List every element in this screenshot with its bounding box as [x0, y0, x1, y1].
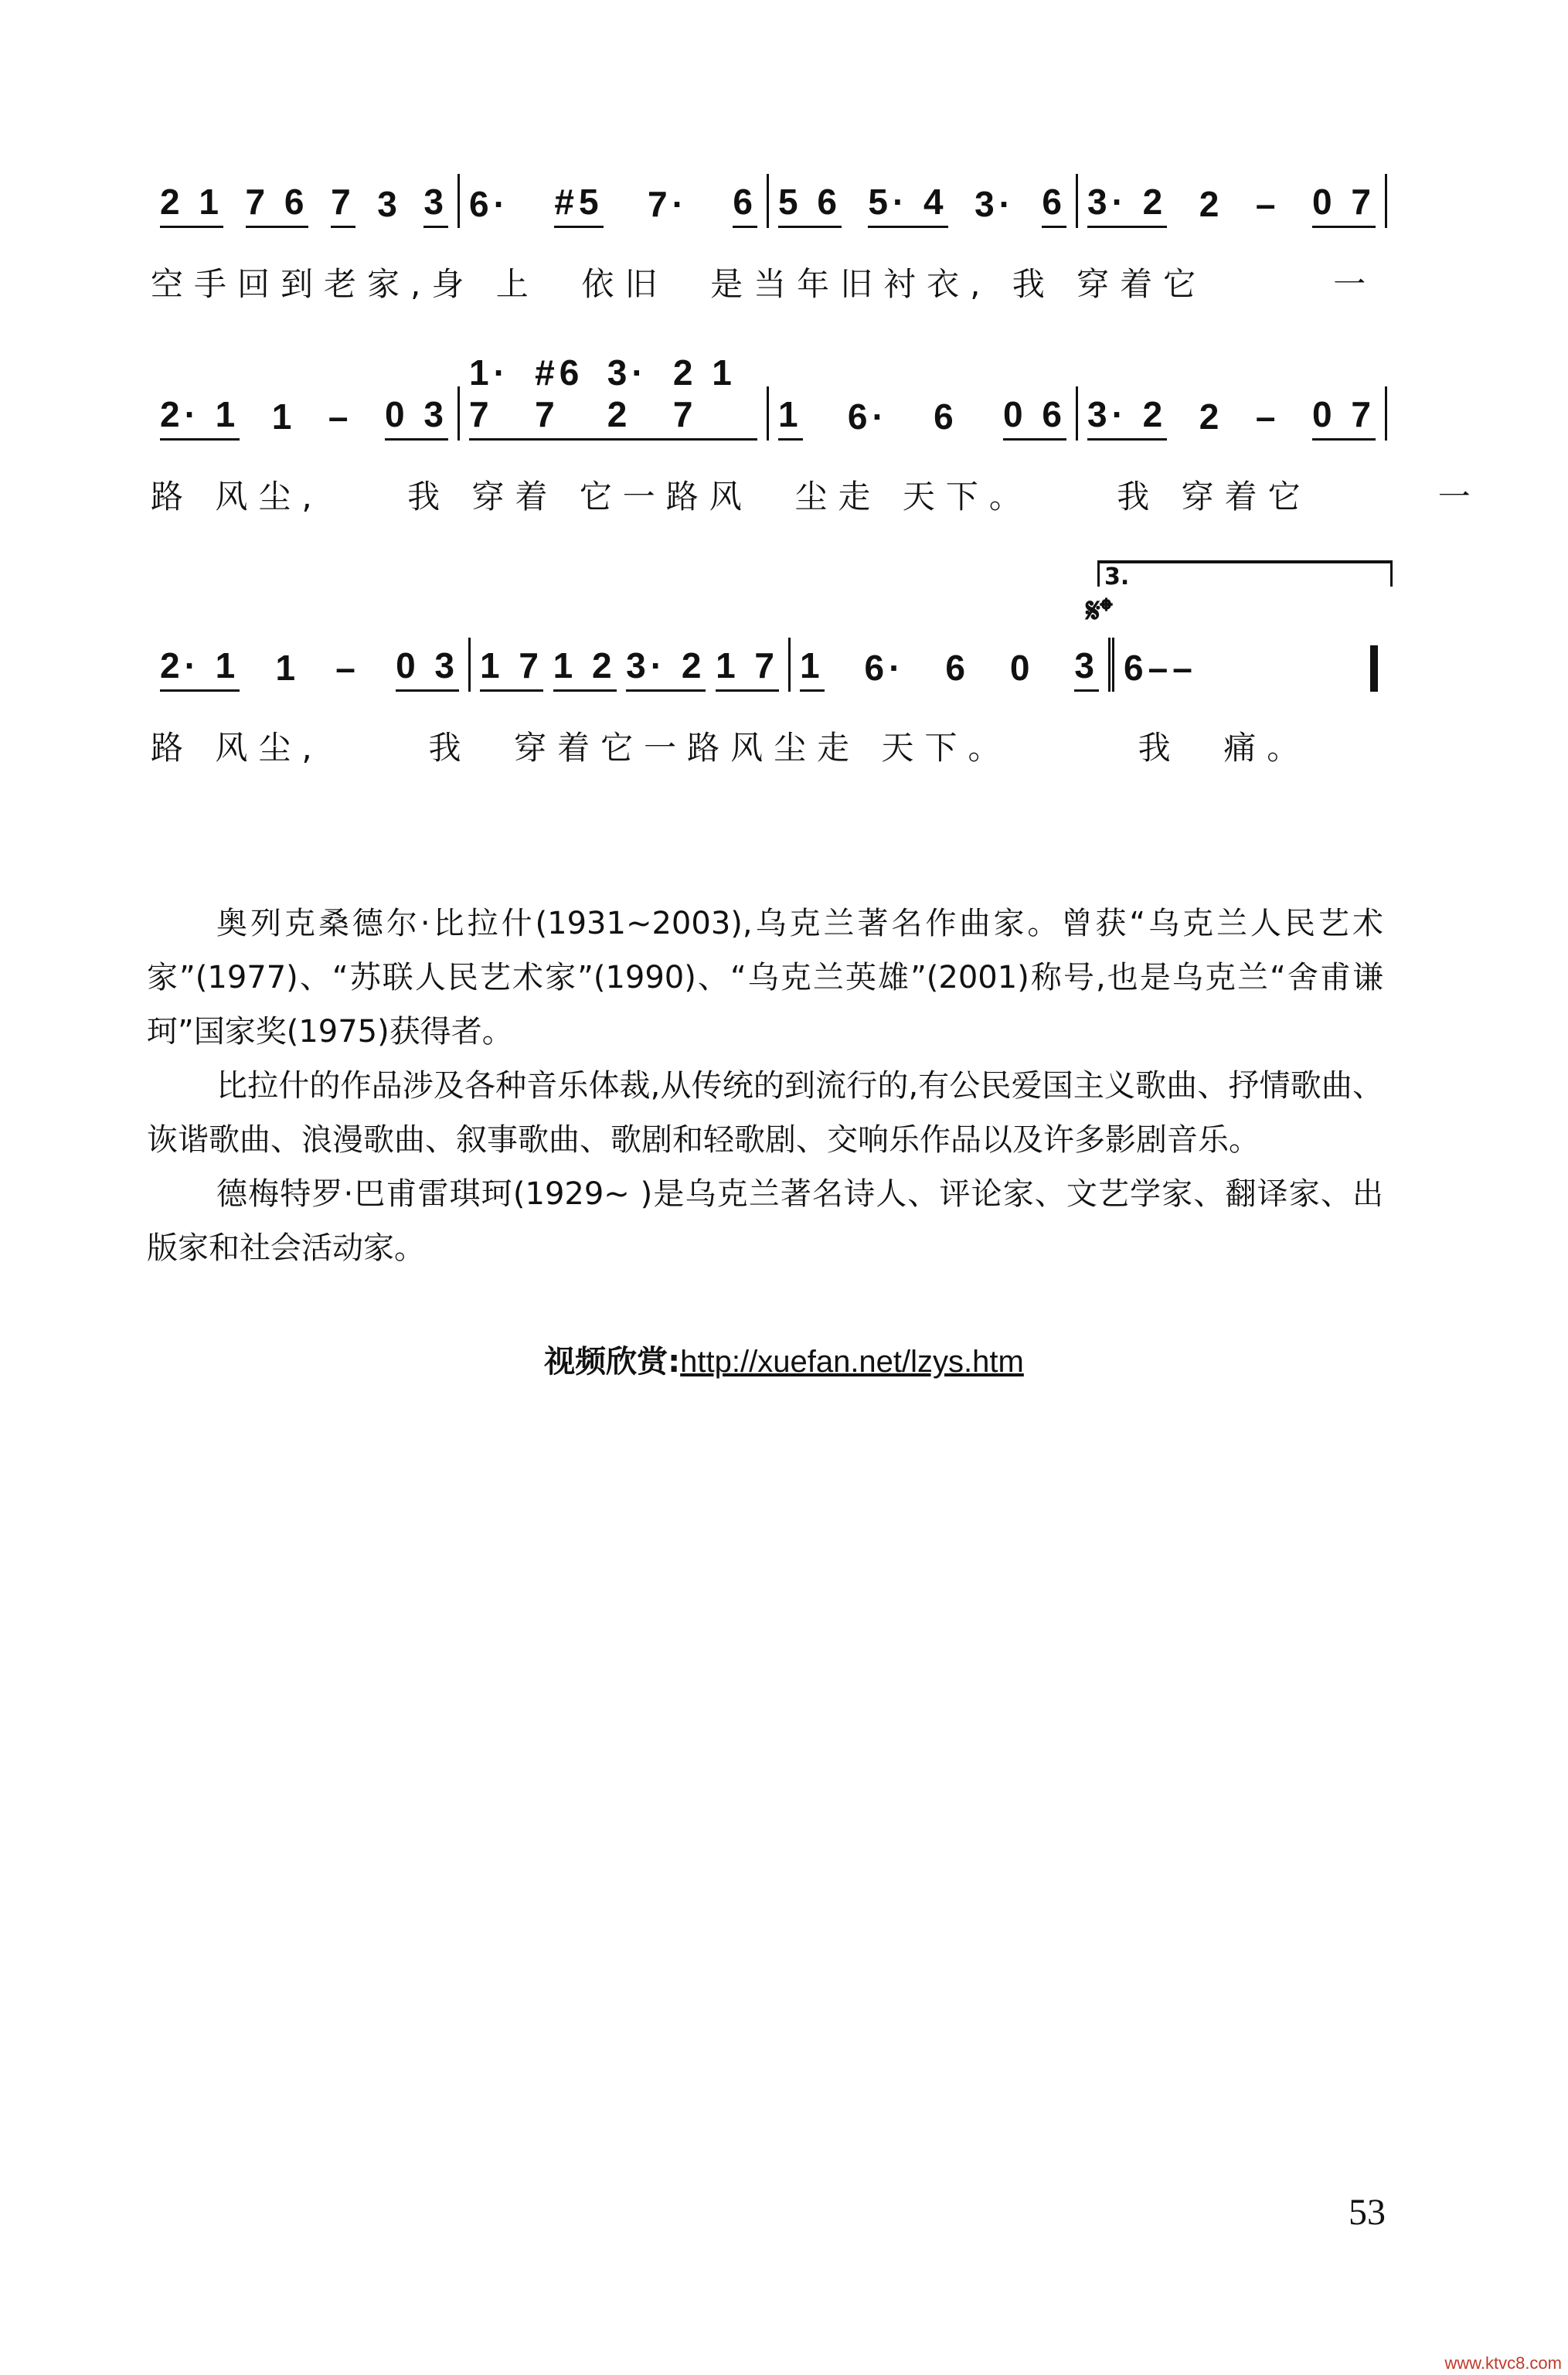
note-group: 7 [331, 181, 355, 228]
paragraph: 奥列克桑德尔·比拉什(1931~2003),乌克兰著名作曲家。曾获“乌克兰人民艺术家”(1977)、“苏联人民艺术家”(1990)、“乌克兰英雄”(2001)称号,也是乌克兰“舍甫谦珂”国家奖(1975)获得者。 [147, 906, 1383, 1050]
measure [151, 386, 460, 441]
note-group: 2 1 7 [673, 352, 757, 441]
lyrics-row-3: 路 风尘, 我 穿着它一路风尘走 天下。 我 痛。 [151, 729, 1311, 767]
measure [769, 174, 1078, 228]
video-label: 视频欣赏: [544, 1344, 681, 1380]
video-url-link[interactable]: http://xuefan.net/lzys.htm [680, 1345, 1024, 1379]
note-group: 3· 2 [1087, 393, 1167, 441]
note-group: 7 6 [246, 181, 309, 228]
note-group: 6· [864, 648, 906, 688]
note-group: 1 7 [716, 645, 779, 692]
measure [791, 638, 1114, 692]
measure [471, 638, 791, 692]
note-group: 2 1 [160, 181, 223, 228]
note-group: 6 [733, 181, 757, 228]
note-group: 0 3 [396, 645, 459, 692]
measure [1078, 174, 1387, 228]
note-group: 3 [377, 184, 402, 224]
measure [1114, 638, 1387, 692]
note-group: 6· [469, 184, 510, 224]
paragraph: 德梅特罗·巴甫雷琪珂(1929~ )是乌克兰著名诗人、评论家、文艺学家、翻译家、出版家和社会活动家。 [147, 1176, 1383, 1266]
note-group: 6 [934, 396, 958, 437]
note-group: 1 [778, 393, 803, 441]
measure [1078, 386, 1387, 441]
note-group: 2· 1 [160, 645, 240, 692]
segno-coda-icon: 𝄋𝄌 [1086, 591, 1113, 631]
page-number: 53 [1349, 2192, 1386, 2233]
note-group: – [1172, 648, 1197, 688]
note-group: – [1255, 184, 1281, 224]
note-group: 0 6 [1003, 393, 1066, 441]
notation-row-1 [151, 174, 1387, 228]
video-link-line [0, 1337, 1568, 1381]
note-group: 3 [423, 181, 448, 228]
watermark: www.ktvc8.com [1444, 2353, 1562, 2373]
note-group: 0 [1009, 648, 1035, 688]
note-group: 2 [1199, 184, 1224, 224]
note-group: 1 [800, 645, 825, 692]
notation-row-3 [151, 638, 1387, 692]
note-group: 1 7 [480, 645, 543, 692]
lyrics-row-2: 路 风尘, 我 穿着 它一路风 尘走 天下。 我 穿着它 一 [151, 478, 1481, 515]
note-group: 6 [1042, 181, 1066, 228]
final-barline [1370, 645, 1378, 692]
note-group: 6· [847, 396, 889, 437]
note-group: 3· 2 [607, 352, 673, 441]
note-group: 2 [1199, 396, 1224, 437]
lyrics-row-1: 空手回到老家,身 上 依旧 是当年旧衬衣, 我 穿着它 一 [151, 265, 1377, 303]
note-group: 5 6 [778, 181, 842, 228]
note-group: 3· 2 [1087, 181, 1167, 228]
note-group: #5 [554, 181, 603, 228]
volta-bracket: 3. [1097, 560, 1393, 587]
note-group: 0 7 [1312, 181, 1376, 228]
note-group: 2· 1 [160, 393, 240, 441]
note-group: 3· [974, 184, 1015, 224]
note-group: 3 [1074, 645, 1099, 692]
note-group: 1 [275, 648, 301, 688]
note-group: – [328, 396, 353, 437]
note-group: – [1255, 396, 1281, 437]
measure [151, 174, 460, 228]
measure [769, 386, 1078, 441]
note-group: 6 [1124, 648, 1148, 688]
measure [460, 174, 769, 228]
note-group: 0 3 [385, 393, 448, 441]
notation-row-2 [151, 352, 1387, 441]
note-group: 5· 4 [868, 181, 947, 228]
note-group: #6 7 [535, 352, 607, 441]
note-group: 1 2 [553, 645, 617, 692]
description-text [147, 897, 1383, 1275]
note-group: 6 [945, 648, 970, 688]
note-group: 1· 7 [469, 352, 535, 441]
note-group: 0 7 [1312, 393, 1376, 441]
note-group: – [1148, 648, 1173, 688]
measure [460, 352, 769, 441]
measure [151, 638, 471, 692]
note-group: 3· 2 [626, 645, 706, 692]
note-group: – [335, 648, 360, 688]
note-group: 1 [271, 396, 297, 437]
paragraph: 比拉什的作品涉及各种音乐体裁,从传统的到流行的,有公民爱国主义歌曲、抒情歌曲、诙谐歌曲、浪漫歌曲、叙事歌曲、歌剧和轻歌剧、交响乐作品以及许多影剧音乐。 [147, 1068, 1383, 1158]
note-group: 7· [648, 184, 689, 224]
